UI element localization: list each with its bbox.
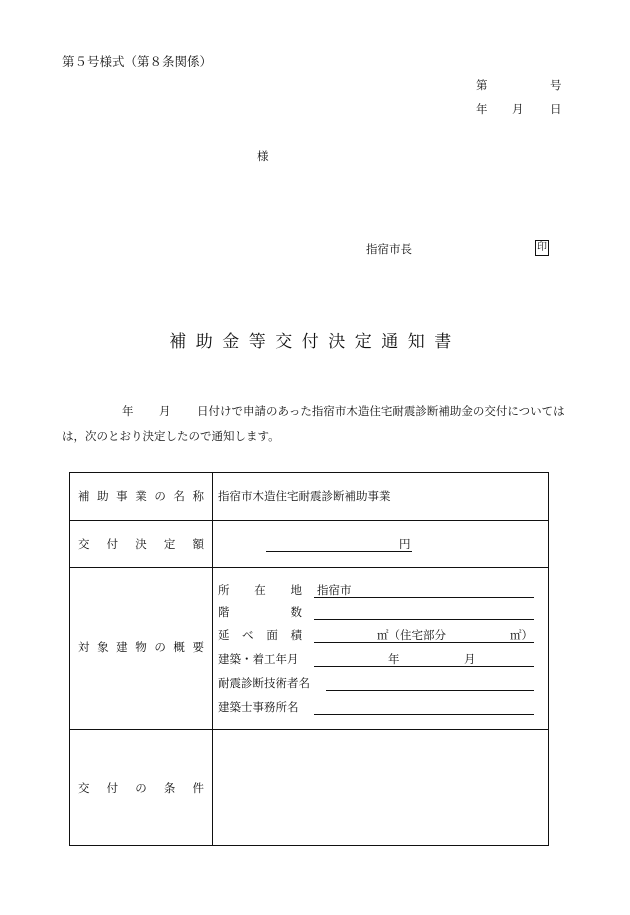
table-row-divider: [70, 520, 548, 521]
built-line[interactable]: [314, 666, 534, 667]
document-title: 補助金等交付決定通知書: [169, 332, 461, 352]
date-year-label: 年: [476, 102, 488, 116]
built-label: 建築・着工年月: [218, 652, 299, 666]
location-label: 所 在 地: [218, 583, 302, 597]
built-year-label: 年: [388, 652, 400, 666]
subsidy-table: [69, 472, 549, 846]
grant-amount-line[interactable]: [266, 551, 412, 552]
row-grant-amount-label: 交 付 決 定 額: [78, 537, 204, 551]
table-row-divider: [70, 567, 548, 568]
doc-number-label: 第: [476, 78, 488, 92]
location-value: 指宿市: [317, 583, 352, 597]
office-line[interactable]: [314, 714, 534, 715]
form-code: 第５号様式（第８条関係）: [62, 54, 213, 69]
area-unit-close: ㎡）: [510, 628, 533, 642]
seal-mark: 印: [535, 240, 549, 256]
row-conditions-label: 交 付 の 条 件: [78, 781, 204, 795]
row-project-name-label: 補 助 事 業 の 名 称: [78, 489, 204, 503]
location-line[interactable]: [314, 597, 534, 598]
area-label: 延 べ 面 積: [218, 628, 302, 642]
date-day-label: 日: [550, 102, 562, 116]
grant-amount-unit: 円: [399, 537, 411, 551]
recipient-honorific: 様: [257, 149, 269, 163]
issuer-title: 指宿市長: [366, 242, 412, 256]
project-name-value: 指宿市木造住宅耐震診断補助事業: [218, 489, 391, 503]
body-line1: 日付けで申請のあった指宿市木造住宅耐震診断補助金の交付については: [197, 404, 565, 418]
engineer-label: 耐震診断技術者名: [218, 676, 310, 690]
area-unit: ㎡（住宅部分: [377, 628, 446, 642]
body-year-label: 年: [122, 404, 134, 418]
doc-number-suffix: 号: [550, 78, 562, 92]
office-label: 建築士事務所名: [218, 700, 299, 714]
body-month-label: 月: [159, 404, 171, 418]
date-month-label: 月: [512, 102, 524, 116]
engineer-line[interactable]: [326, 690, 534, 691]
conditions-area[interactable]: [213, 730, 548, 845]
body-line2: は，次のとおり決定したので通知します。: [62, 429, 280, 443]
built-month-label: 月: [464, 652, 476, 666]
floors-line[interactable]: [314, 619, 534, 620]
row-building-overview-label: 対 象 建 物 の 概 要: [78, 640, 204, 654]
area-line[interactable]: [314, 642, 534, 643]
floors-label: 階 数: [218, 605, 302, 619]
